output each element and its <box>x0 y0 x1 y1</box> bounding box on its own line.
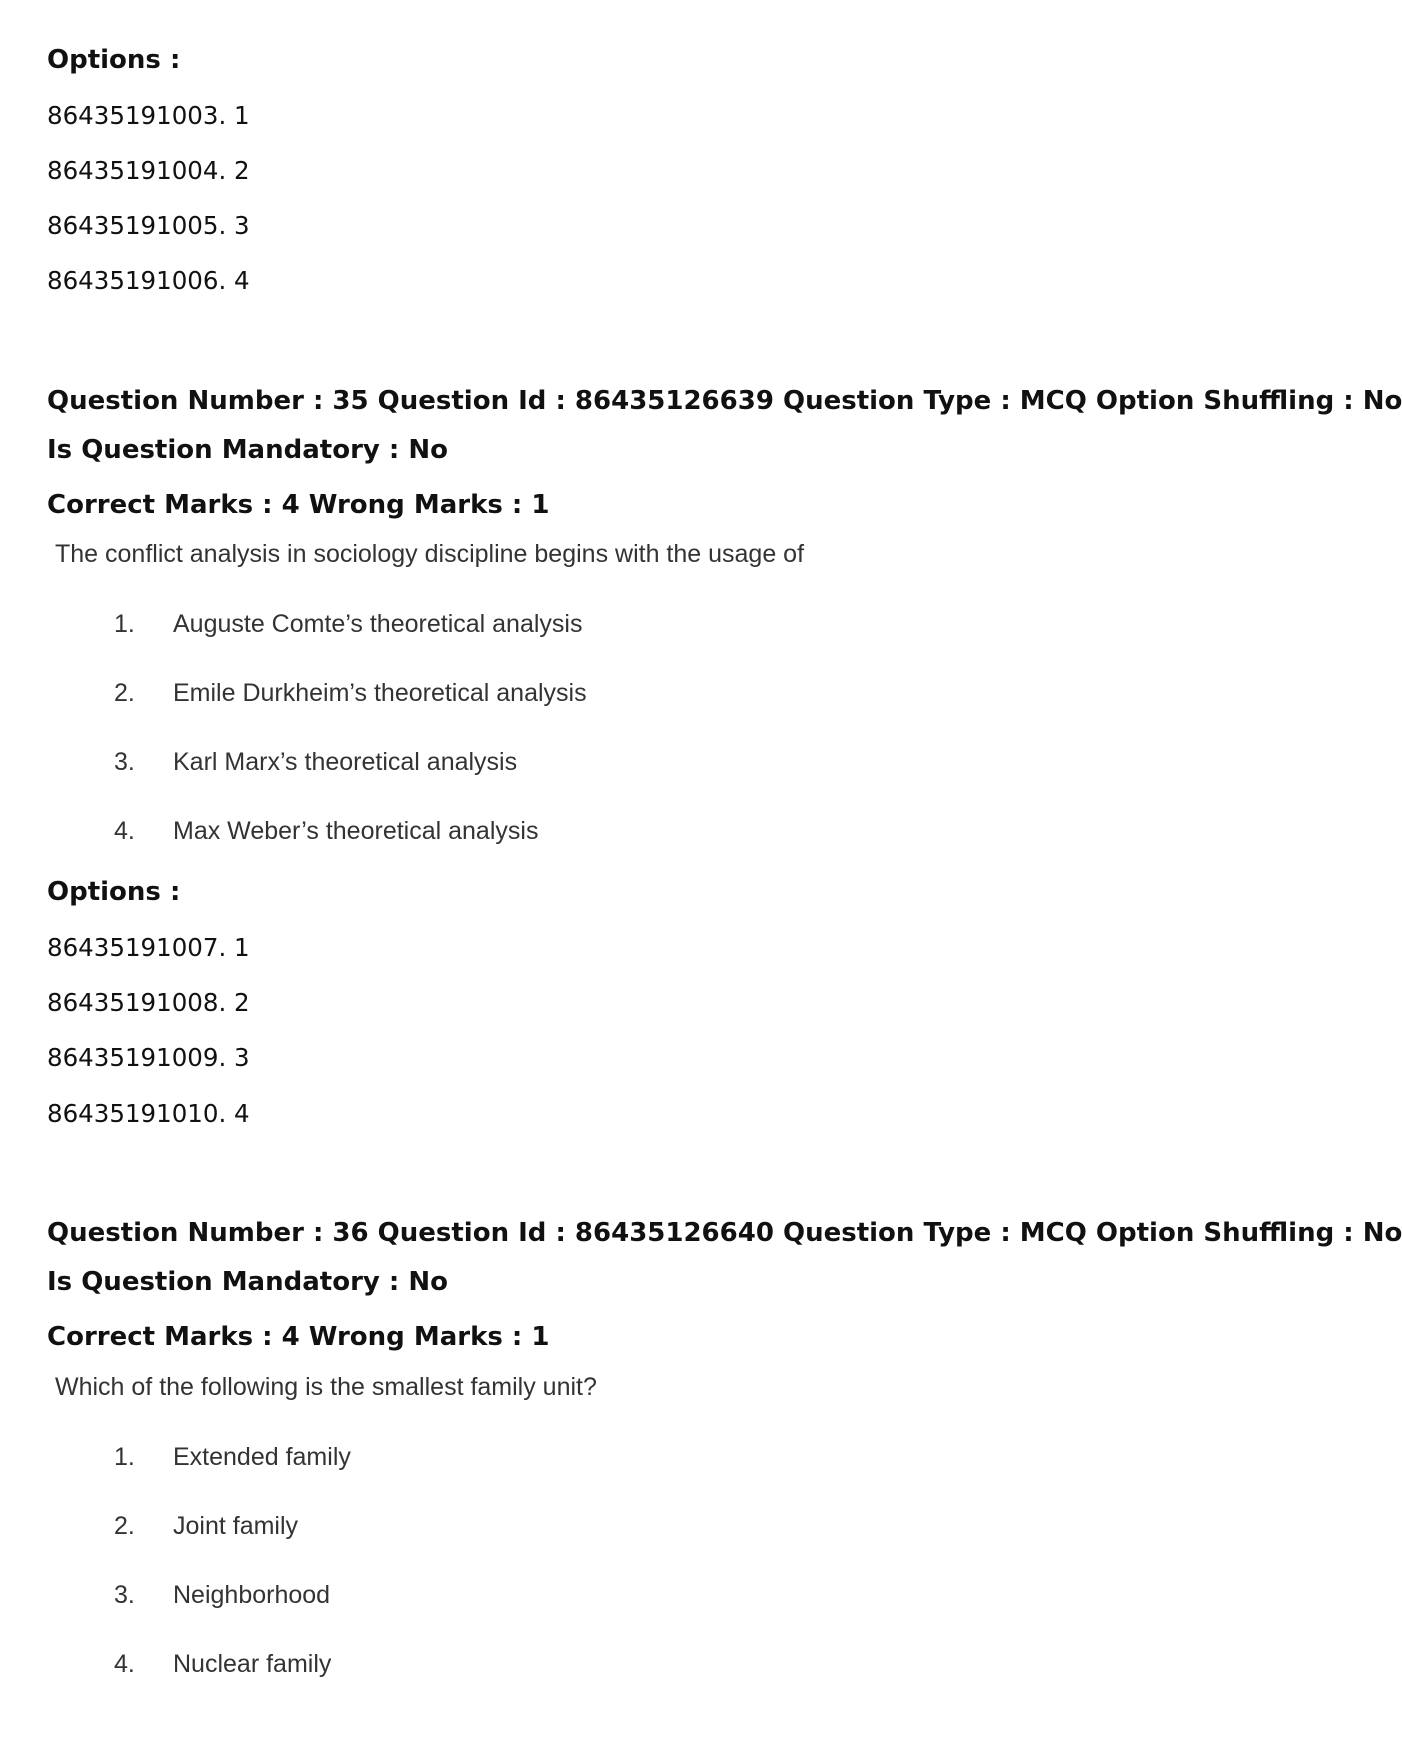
option-id: 86435191010. 4 <box>47 1099 250 1128</box>
option-id: 86435191009. 3 <box>47 1043 250 1072</box>
option-id: 86435191008. 2 <box>47 988 250 1017</box>
choice-text: Max Weber’s theoretical analysis <box>173 817 539 845</box>
choice-number: 2. <box>114 679 135 707</box>
question-marks: Correct Marks : 4 Wrong Marks : 1 <box>47 490 550 520</box>
choice-number: 4. <box>114 1650 135 1678</box>
choice-number: 3. <box>114 748 135 776</box>
question-header: Question Number : 36 Question Id : 86435126640 Question Type : MCQ Option Shuffling : No <box>47 1218 1402 1248</box>
choice-number: 3. <box>114 1581 135 1609</box>
choice-text: Nuclear family <box>173 1650 332 1678</box>
choice-number: 1. <box>114 610 135 638</box>
option-id: 86435191004. 2 <box>47 156 250 185</box>
choice-text: Neighborhood <box>173 1581 331 1609</box>
option-id: 86435191005. 3 <box>47 211 250 240</box>
choice-text: Joint family <box>173 1512 299 1540</box>
option-id: 86435191003. 1 <box>47 101 250 130</box>
choice-text: Auguste Comte’s theoretical analysis <box>173 610 583 638</box>
question-mandatory: Is Question Mandatory : No <box>47 1267 448 1297</box>
choice-text: Extended family <box>173 1443 351 1471</box>
question-mandatory: Is Question Mandatory : No <box>47 435 448 465</box>
question-header: Question Number : 35 Question Id : 86435126639 Question Type : MCQ Option Shuffling : No <box>47 386 1402 416</box>
option-id: 86435191007. 1 <box>47 933 250 962</box>
question-text: The conflict analysis in sociology discipline begins with the usage of <box>55 540 805 568</box>
choice-number: 2. <box>114 1512 135 1540</box>
choice-text: Karl Marx’s theoretical analysis <box>173 748 518 776</box>
choice-number: 4. <box>114 817 135 845</box>
options-label: Options : <box>47 45 181 75</box>
question-text: Which of the following is the smallest family unit? <box>55 1373 597 1401</box>
choice-text: Emile Durkheim’s theoretical analysis <box>173 679 587 707</box>
choice-number: 1. <box>114 1443 135 1471</box>
option-id: 86435191006. 4 <box>47 266 250 295</box>
question-marks: Correct Marks : 4 Wrong Marks : 1 <box>47 1322 550 1352</box>
options-label: Options : <box>47 877 181 907</box>
